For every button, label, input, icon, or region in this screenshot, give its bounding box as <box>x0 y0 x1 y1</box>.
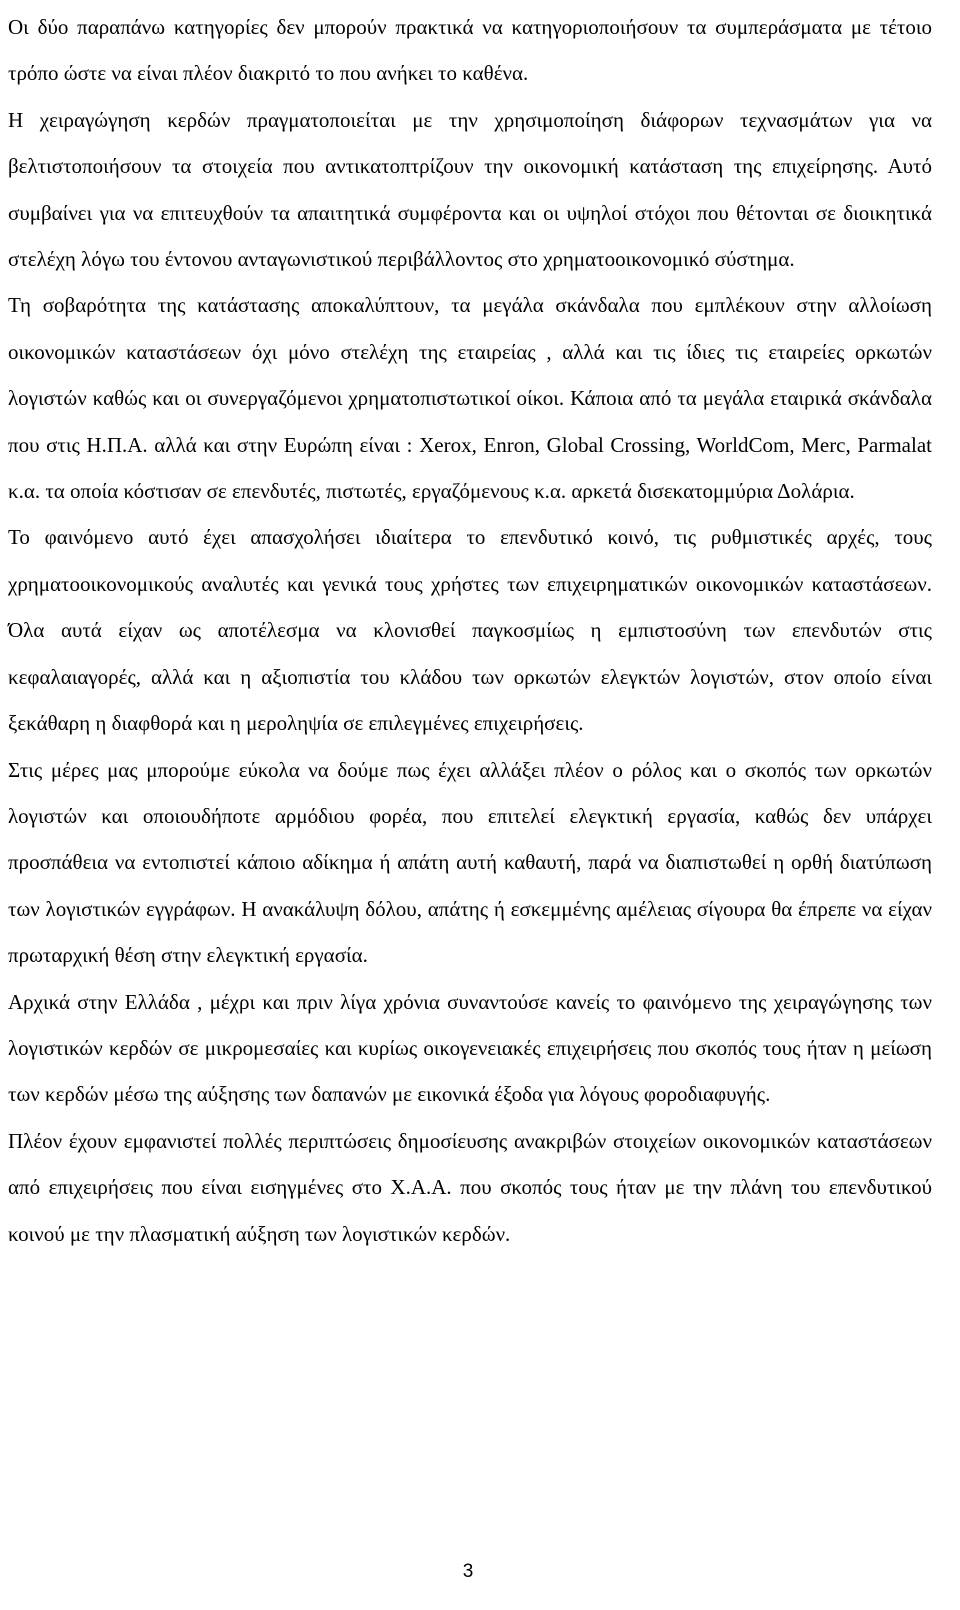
paragraph-1: Οι δύο παραπάνω κατηγορίες δεν μπορούν πρακτικά να κατηγοριοποιήσουν τα συμπεράσματα με τέτοιο τρόπο ώστε να είναι πλέον διακριτό το που ανήκει το καθένα. <box>8 15 932 86</box>
paragraph-7: Πλέον έχουν εμφανιστεί πολλές περιπτώσεις δημοσίευσης ανακριβών στοιχείων οικονομικών καταστάσεων από επιχειρήσεις που είναι εισηγμένες στο Χ.Α.Α. που σκοπός τους ήταν με την πλάνη του επενδυτικού κοινού με την πλασματική αύξηση των λογιστικών κερδών. <box>8 1128 932 1246</box>
paragraph-6: Αρχικά στην Ελλάδα , μέχρι και πριν λίγα χρόνια συναντούσε κανείς το φαινόμενο της χειραγώγησης των λογιστικών κερδών σε μικρομεσαίες και κυρίως οικογενειακές επιχειρήσεις που σκοπός τους ήταν η μείωση των κερδών μέσω της αύξησης των δαπανών με εικονικά έξοδα για λόγους φοροδιαφυγής. <box>8 989 932 1107</box>
paragraph-2: Η χειραγώγηση κερδών πραγματοποιείται με την χρησιμοποίηση διάφορων τεχνασμάτων για να βελτιστοποιήσουν τα στοιχεία που αντικατοπτρίζουν την οικονομική κατάσταση της επιχείρησης. Αυτό συμβαίνει για να επιτευχθούν τα απαιτητικά συμφέροντα και οι υψηλοί στόχοι που θέτονται σε διοικητικά στελέχη λόγω του έντονου ανταγωνιστικού περιβάλλοντος στο χρηματοοικονομικό σύστημα. <box>8 107 932 272</box>
paragraph-4: Το φαινόμενο αυτό έχει απασχολήσει ιδιαίτερα το επενδυτικό κοινό, τις ρυθμιστικές αρχές, τους χρηματοοικονομικούς αναλυτές και γενικά τους χρήστες των επιχειρηματικών οικονομικών καταστάσεων. Όλα αυτά είχαν ως αποτέλεσμα να κλονισθεί παγκοσμίως η εμπιστοσύνη των επενδυτών στις κεφαλαιαγορές, αλλά και η αξιοπιστία του κλάδου των ορκωτών ελεγκτών λογιστών, στον οποίο είναι ξεκάθαρη η διαφθορά και η μεροληψία σε επιλεγμένες επιχειρήσεις. <box>8 525 932 736</box>
document-body <box>8 4 932 1257</box>
page-number: 3 <box>462 1561 474 1582</box>
paragraph-3: Τη σοβαρότητα της κατάστασης αποκαλύπτουν, τα μεγάλα σκάνδαλα που εμπλέκουν στην αλλοίωση οικονομικών καταστάσεων όχι μόνο στελέχη της εταιρείας , αλλά και τις ίδιες τις εταιρείες ορκωτών λογιστών καθώς και οι συνεργαζόμενοι χρηματοπιστωτικοί οίκοι. Κάποια από τα μεγάλα εταιρικά σκάνδαλα που στις Η.Π.Α. αλλά και στην Ευρώπη είναι : Xerox, Enron, Global Crossing, WorldCom, Merc, Parmalat κ.α. τα οποία κόστισαν σε επενδυτές, πιστωτές, εργαζόμενους κ.α. αρκετά δισεκατομμύρια Δολάρια. <box>8 293 932 504</box>
paragraph-5: Στις μέρες μας μπορούμε εύκολα να δούμε πως έχει αλλάξει πλέον ο ρόλος και ο σκοπός των ορκωτών λογιστών και οποιουδήποτε αρμόδιου φορέα, που επιτελεί ελεγκτική εργασία, καθώς δεν υπάρχει προσπάθεια να εντοπιστεί κάποιο αδίκημα ή απάτη αυτή καθαυτή, παρά να διαπιστωθεί η ορθή διατύπωση των λογιστικών εγγράφων. Η ανακάλυψη δόλου, απάτης ή εσκεμμένης αμέλειας σίγουρα θα έπρεπε να είχαν πρωταρχική θέση στην ελεγκτική εργασία. <box>8 757 932 968</box>
